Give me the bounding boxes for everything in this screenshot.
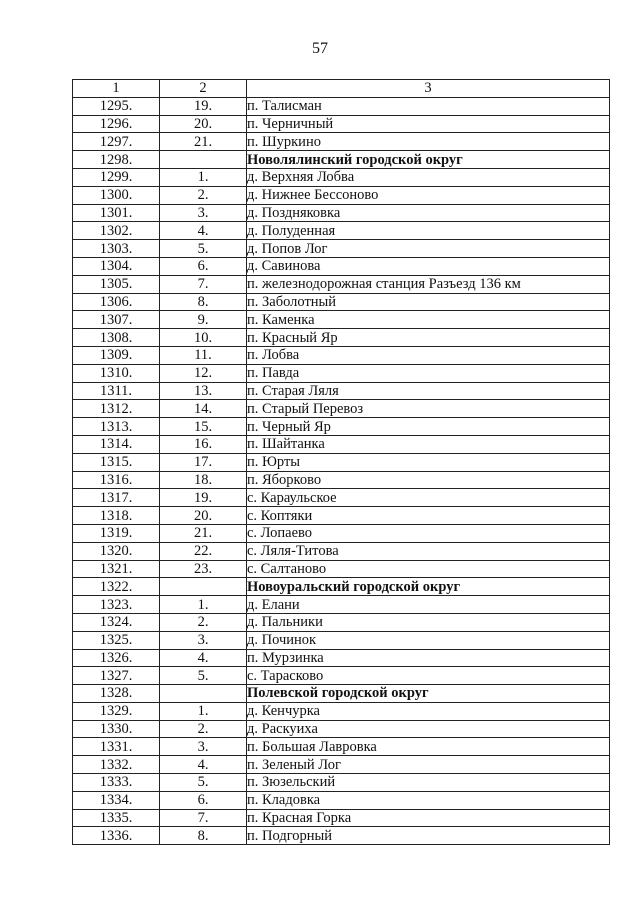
row-number-cell: 1310.	[73, 364, 160, 382]
sub-number-cell: 5.	[160, 667, 247, 685]
row-number-cell: 1307.	[73, 311, 160, 329]
row-number-cell: 1303.	[73, 240, 160, 258]
settlement-name-cell: п. Подгорный	[247, 827, 610, 845]
sub-number-cell	[160, 578, 247, 596]
table-row	[73, 186, 610, 204]
table-row	[73, 133, 610, 151]
header-col-2: 2	[160, 80, 247, 98]
row-number-cell: 1319.	[73, 524, 160, 542]
settlement-name-cell: с. Коптяки	[247, 507, 610, 525]
row-number-cell: 1331.	[73, 738, 160, 756]
table-row	[73, 204, 610, 222]
table-row	[73, 329, 610, 347]
settlement-name-cell: п. Шайтанка	[247, 435, 610, 453]
row-number-cell: 1300.	[73, 186, 160, 204]
settlement-name-cell: п. Черничный	[247, 115, 610, 133]
settlement-name-cell: д. Елани	[247, 596, 610, 614]
settlement-name-cell: п. Лобва	[247, 346, 610, 364]
table-row	[73, 275, 610, 293]
row-number-cell: 1302.	[73, 222, 160, 240]
table-row	[73, 257, 610, 275]
table-row	[73, 168, 610, 186]
sub-number-cell: 16.	[160, 435, 247, 453]
sub-number-cell: 1.	[160, 168, 247, 186]
settlement-name-cell: п. Юрты	[247, 453, 610, 471]
settlement-name-cell: с. Тарасково	[247, 667, 610, 685]
table-row	[73, 649, 610, 667]
sub-number-cell: 6.	[160, 257, 247, 275]
settlement-name-cell: п. Старая Ляля	[247, 382, 610, 400]
settlement-name-cell: п. Мурзинка	[247, 649, 610, 667]
sub-number-cell: 15.	[160, 418, 247, 436]
row-number-cell: 1330.	[73, 720, 160, 738]
sub-number-cell: 20.	[160, 507, 247, 525]
row-number-cell: 1321.	[73, 560, 160, 578]
table-row	[73, 560, 610, 578]
table-row	[73, 667, 610, 685]
settlement-name-cell: п. Большая Лавровка	[247, 738, 610, 756]
page-number: 57	[312, 40, 328, 57]
table-row	[73, 489, 610, 507]
sub-number-cell: 5.	[160, 240, 247, 258]
sub-number-cell: 12.	[160, 364, 247, 382]
table-row	[73, 97, 610, 115]
sub-number-cell: 17.	[160, 453, 247, 471]
table-row	[73, 293, 610, 311]
sub-number-cell: 8.	[160, 827, 247, 845]
settlement-name-cell: Новоуральский городской округ	[247, 578, 610, 596]
table-header-row	[73, 80, 610, 98]
settlement-name-cell: п. Красный Яр	[247, 329, 610, 347]
sub-number-cell: 8.	[160, 293, 247, 311]
sub-number-cell: 18.	[160, 471, 247, 489]
table-row	[73, 774, 610, 792]
sub-number-cell: 21.	[160, 524, 247, 542]
sub-number-cell: 2.	[160, 186, 247, 204]
sub-number-cell: 20.	[160, 115, 247, 133]
sub-number-cell: 23.	[160, 560, 247, 578]
table-row	[73, 596, 610, 614]
table-row	[73, 827, 610, 845]
row-number-cell: 1306.	[73, 293, 160, 311]
row-number-cell: 1295.	[73, 97, 160, 115]
sub-number-cell: 22.	[160, 542, 247, 560]
sub-number-cell: 1.	[160, 702, 247, 720]
table-row	[73, 809, 610, 827]
table-row	[73, 702, 610, 720]
row-number-cell: 1335.	[73, 809, 160, 827]
row-number-cell: 1297.	[73, 133, 160, 151]
settlement-name-cell: д. Верхняя Лобва	[247, 168, 610, 186]
row-number-cell: 1318.	[73, 507, 160, 525]
table-row	[73, 400, 610, 418]
sub-number-cell: 4.	[160, 756, 247, 774]
row-number-cell: 1314.	[73, 435, 160, 453]
sub-number-cell: 19.	[160, 489, 247, 507]
settlement-name-cell: п. железнодорожная станция Разъезд 136 км	[247, 275, 610, 293]
sub-number-cell: 5.	[160, 774, 247, 792]
settlement-name-cell: д. Пальники	[247, 613, 610, 631]
row-number-cell: 1320.	[73, 542, 160, 560]
sub-number-cell: 2.	[160, 720, 247, 738]
table-row	[73, 364, 610, 382]
settlement-name-cell: п. Зюзельский	[247, 774, 610, 792]
table-row	[73, 471, 610, 489]
settlement-name-cell: д. Попов Лог	[247, 240, 610, 258]
table-row	[73, 382, 610, 400]
sub-number-cell: 11.	[160, 346, 247, 364]
settlement-name-cell: д. Полуденная	[247, 222, 610, 240]
settlement-name-cell: п. Яборково	[247, 471, 610, 489]
sub-number-cell: 21.	[160, 133, 247, 151]
sub-number-cell: 7.	[160, 275, 247, 293]
settlements-table	[72, 79, 610, 845]
table-row	[73, 418, 610, 436]
table-row	[73, 524, 610, 542]
sub-number-cell: 3.	[160, 631, 247, 649]
settlement-name-cell: Новолялинский городской округ	[247, 151, 610, 169]
settlement-name-cell: с. Салтаново	[247, 560, 610, 578]
row-number-cell: 1327.	[73, 667, 160, 685]
sub-number-cell: 6.	[160, 791, 247, 809]
row-number-cell: 1312.	[73, 400, 160, 418]
settlement-name-cell: п. Талисман	[247, 97, 610, 115]
section-row	[73, 578, 610, 596]
row-number-cell: 1308.	[73, 329, 160, 347]
sub-number-cell: 9.	[160, 311, 247, 329]
settlement-name-cell: с. Ляля-Титова	[247, 542, 610, 560]
table-row	[73, 453, 610, 471]
settlement-name-cell: д. Савинова	[247, 257, 610, 275]
sub-number-cell: 4.	[160, 649, 247, 667]
row-number-cell: 1317.	[73, 489, 160, 507]
settlement-name-cell: п. Красная Горка	[247, 809, 610, 827]
settlement-name-cell: д. Поздняковка	[247, 204, 610, 222]
table-row	[73, 542, 610, 560]
settlement-name-cell: с. Караульское	[247, 489, 610, 507]
sub-number-cell: 13.	[160, 382, 247, 400]
row-number-cell: 1324.	[73, 613, 160, 631]
row-number-cell: 1296.	[73, 115, 160, 133]
table-row	[73, 507, 610, 525]
table-body	[73, 80, 610, 845]
table-row	[73, 613, 610, 631]
sub-number-cell: 3.	[160, 738, 247, 756]
row-number-cell: 1329.	[73, 702, 160, 720]
row-number-cell: 1309.	[73, 346, 160, 364]
sub-number-cell: 4.	[160, 222, 247, 240]
row-number-cell: 1323.	[73, 596, 160, 614]
settlement-name-cell: п. Каменка	[247, 311, 610, 329]
row-number-cell: 1311.	[73, 382, 160, 400]
row-number-cell: 1304.	[73, 257, 160, 275]
settlement-name-cell: п. Старый Перевоз	[247, 400, 610, 418]
table-row	[73, 756, 610, 774]
settlement-name-cell: п. Кладовка	[247, 791, 610, 809]
settlement-name-cell: п. Черный Яр	[247, 418, 610, 436]
table-row	[73, 311, 610, 329]
settlement-name-cell: с. Лопаево	[247, 524, 610, 542]
table-row	[73, 791, 610, 809]
sub-number-cell: 3.	[160, 204, 247, 222]
section-row	[73, 685, 610, 703]
row-number-cell: 1299.	[73, 168, 160, 186]
settlement-name-cell: Полевской городской округ	[247, 685, 610, 703]
settlement-name-cell: д. Раскуиха	[247, 720, 610, 738]
settlement-name-cell: п. Заболотный	[247, 293, 610, 311]
settlement-name-cell: п. Павда	[247, 364, 610, 382]
sub-number-cell	[160, 151, 247, 169]
section-row	[73, 151, 610, 169]
sub-number-cell: 19.	[160, 97, 247, 115]
settlement-name-cell: д. Кенчурка	[247, 702, 610, 720]
sub-number-cell: 10.	[160, 329, 247, 347]
table-row	[73, 240, 610, 258]
sub-number-cell: 14.	[160, 400, 247, 418]
row-number-cell: 1328.	[73, 685, 160, 703]
settlement-name-cell: п. Зеленый Лог	[247, 756, 610, 774]
row-number-cell: 1316.	[73, 471, 160, 489]
header-col-3: 3	[247, 80, 610, 98]
row-number-cell: 1326.	[73, 649, 160, 667]
table-row	[73, 222, 610, 240]
table-row	[73, 738, 610, 756]
header-col-1: 1	[73, 80, 160, 98]
row-number-cell: 1325.	[73, 631, 160, 649]
table-row	[73, 435, 610, 453]
sub-number-cell: 2.	[160, 613, 247, 631]
settlement-name-cell: д. Починок	[247, 631, 610, 649]
table-row	[73, 720, 610, 738]
row-number-cell: 1332.	[73, 756, 160, 774]
sub-number-cell: 7.	[160, 809, 247, 827]
table-row	[73, 115, 610, 133]
row-number-cell: 1333.	[73, 774, 160, 792]
table-row	[73, 631, 610, 649]
table-row	[73, 346, 610, 364]
row-number-cell: 1315.	[73, 453, 160, 471]
row-number-cell: 1298.	[73, 151, 160, 169]
sub-number-cell	[160, 685, 247, 703]
row-number-cell: 1336.	[73, 827, 160, 845]
row-number-cell: 1313.	[73, 418, 160, 436]
settlement-name-cell: п. Шуркино	[247, 133, 610, 151]
sub-number-cell: 1.	[160, 596, 247, 614]
settlement-name-cell: д. Нижнее Бессоново	[247, 186, 610, 204]
row-number-cell: 1334.	[73, 791, 160, 809]
row-number-cell: 1322.	[73, 578, 160, 596]
row-number-cell: 1301.	[73, 204, 160, 222]
row-number-cell: 1305.	[73, 275, 160, 293]
